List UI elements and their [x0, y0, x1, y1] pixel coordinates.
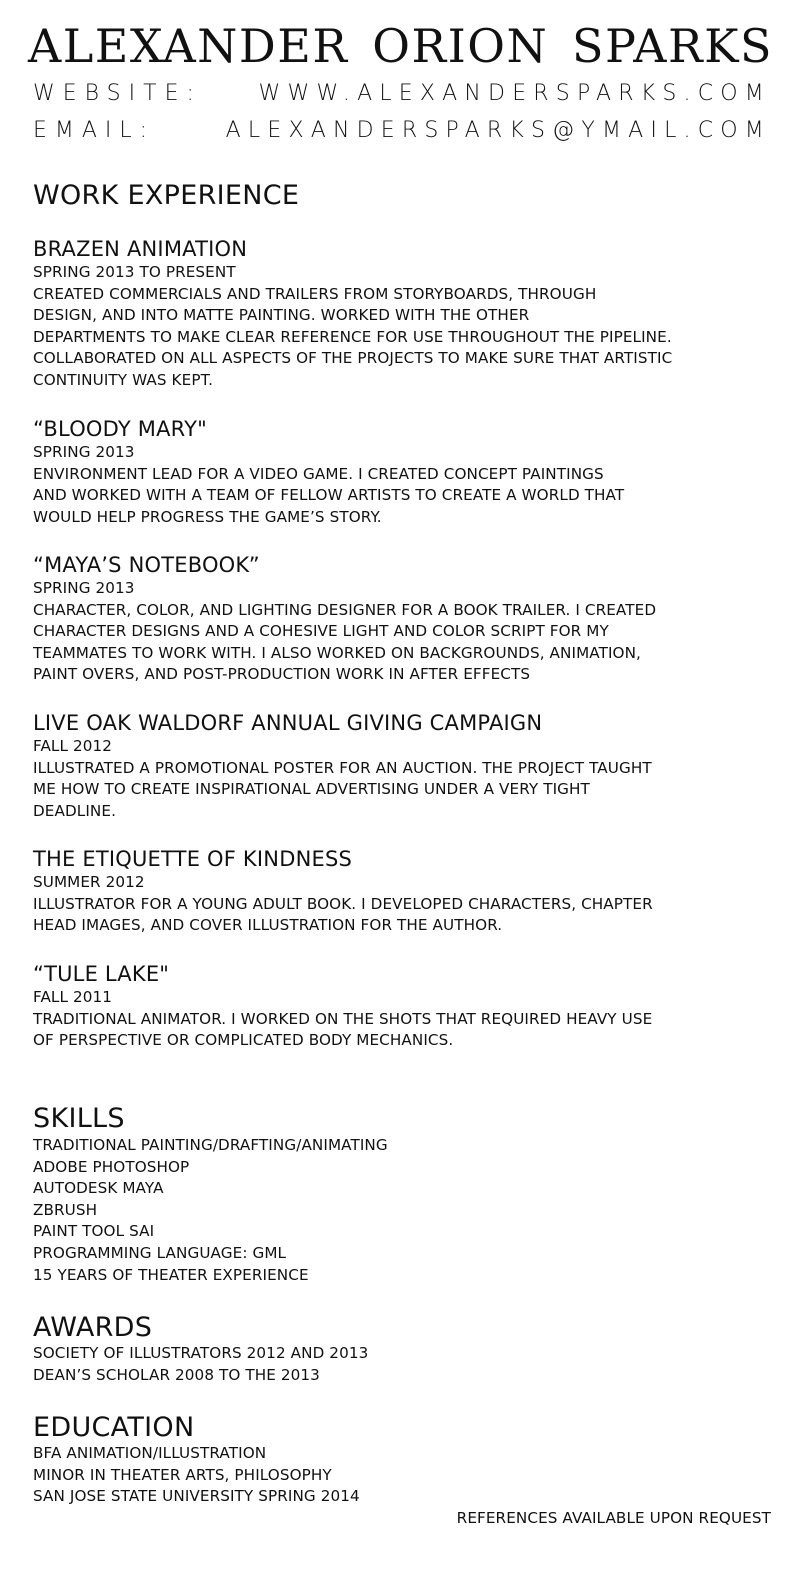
- job-entry: [33, 987, 733, 1052]
- job-date: SPRING 2013: [33, 443, 135, 461]
- job-entry: [33, 578, 733, 686]
- job-entry: [33, 736, 733, 822]
- job-description-line: AND WORKED WITH A TEAM OF FELLOW ARTISTS TO CREATE A WORLD THAT: [33, 486, 625, 505]
- job-description-line: WOULD HELP PROGRESS THE GAME’S STORY.: [33, 507, 382, 526]
- job-title: BRAZEN ANIMATION: [33, 237, 248, 261]
- work-experience-heading: WORK EXPERIENCE: [33, 180, 300, 211]
- job-description-line: DEPARTMENTS TO MAKE CLEAR REFERENCE FOR USE THROUGHOUT THE PIPELINE.: [33, 327, 672, 346]
- email-label: EMAIL:: [33, 118, 156, 143]
- skills-heading: SKILLS: [33, 1103, 125, 1134]
- job-date: SPRING 2013 TO PRESENT: [33, 263, 236, 281]
- job-title: “MAYA’S NOTEBOOK”: [33, 553, 260, 577]
- job-description-line: TRADITIONAL ANIMATOR. I WORKED ON THE SHOTS THAT REQUIRED HEAVY USE: [33, 1009, 653, 1028]
- skill-item: ZBRUSH: [33, 1200, 98, 1219]
- email-line: [33, 117, 771, 145]
- job-description-line: ILLUSTRATED A PROMOTIONAL POSTER FOR AN AUCTION. THE PROJECT TAUGHT: [33, 758, 652, 777]
- education-list: [33, 1443, 733, 1508]
- skills-list: [33, 1135, 733, 1286]
- job-entry: [33, 442, 733, 528]
- award-item: DEAN’S SCHOLAR 2008 TO THE 2013: [33, 1365, 320, 1384]
- job-title: “BLOODY MARY": [33, 417, 207, 441]
- job-description-line: TEAMMATES TO WORK WITH. I ALSO WORKED ON BACKGROUNDS, ANIMATION,: [33, 643, 641, 662]
- skill-item: PROGRAMMING LANGUAGE: GML: [33, 1243, 287, 1262]
- skill-item: ADOBE PHOTOSHOP: [33, 1157, 190, 1176]
- job-description-line: OF PERSPECTIVE OR COMPLICATED BODY MECHANICS.: [33, 1031, 454, 1050]
- awards-heading: AWARDS: [33, 1312, 153, 1343]
- job-description-line: HEAD IMAGES, AND COVER ILLUSTRATION FOR THE AUTHOR.: [33, 916, 503, 935]
- references-note: REFERENCES AVAILABLE UPON REQUEST: [456, 1509, 771, 1527]
- skill-item: AUTODESK MAYA: [33, 1179, 164, 1198]
- website-link[interactable]: WWW.ALEXANDERSPARKS.COM: [258, 81, 771, 106]
- job-entry: [33, 872, 733, 937]
- job-description-line: CREATED COMMERCIALS AND TRAILERS FROM STORYBOARDS, THROUGH: [33, 284, 597, 303]
- job-description-line: ME HOW TO CREATE INSPIRATIONAL ADVERTISING UNDER A VERY TIGHT: [33, 780, 590, 799]
- job-description-line: CHARACTER DESIGNS AND A COHESIVE LIGHT AND COLOR SCRIPT FOR MY: [33, 622, 609, 641]
- job-title: “TULE LAKE": [33, 962, 170, 986]
- job-description-line: CONTINUITY WAS KEPT.: [33, 370, 214, 389]
- skill-item: PAINT TOOL SAI: [33, 1222, 155, 1241]
- job-title: LIVE OAK WALDORF ANNUAL GIVING CAMPAIGN: [33, 711, 543, 735]
- job-description-line: DESIGN, AND INTO MATTE PAINTING. WORKED WITH THE OTHER: [33, 306, 530, 325]
- website-label: WEBSITE:: [33, 81, 202, 106]
- skill-item: TRADITIONAL PAINTING/DRAFTING/ANIMATING: [33, 1136, 388, 1154]
- job-description-line: ILLUSTRATOR FOR A YOUNG ADULT BOOK. I DEVELOPED CHARACTERS, CHAPTER: [33, 894, 653, 913]
- applicant-name: ALEXANDER ORION SPARKS: [28, 19, 773, 73]
- job-date: SUMMER 2012: [33, 873, 145, 891]
- awards-list: [33, 1343, 733, 1386]
- award-item: SOCIETY OF ILLUSTRATORS 2012 AND 2013: [33, 1344, 369, 1362]
- education-heading: EDUCATION: [33, 1412, 195, 1443]
- skill-item: 15 YEARS OF THEATER EXPERIENCE: [33, 1265, 309, 1284]
- website-line: [33, 80, 771, 108]
- job-description-line: DEADLINE.: [33, 801, 116, 820]
- job-date: SPRING 2013: [33, 579, 135, 597]
- education-item: MINOR IN THEATER ARTS, PHILOSOPHY: [33, 1465, 332, 1484]
- job-description-line: ENVIRONMENT LEAD FOR A VIDEO GAME. I CREATED CONCEPT PAINTINGS: [33, 464, 604, 483]
- education-item: BFA ANIMATION/ILLUSTRATION: [33, 1444, 267, 1462]
- job-description-line: COLLABORATED ON ALL ASPECTS OF THE PROJECTS TO MAKE SURE THAT ARTISTIC: [33, 349, 673, 368]
- email-link[interactable]: ALEXANDERSPARKS@YMAIL.COM: [225, 118, 771, 143]
- job-entry: [33, 262, 733, 392]
- job-title: THE ETIQUETTE OF KINDNESS: [33, 847, 353, 871]
- job-date: FALL 2012: [33, 737, 113, 755]
- job-description-line: CHARACTER, COLOR, AND LIGHTING DESIGNER FOR A BOOK TRAILER. I CREATED: [33, 600, 657, 619]
- job-date: FALL 2011: [33, 988, 113, 1006]
- job-description-line: PAINT OVERS, AND POST-PRODUCTION WORK IN AFTER EFFECTS: [33, 665, 531, 684]
- education-item: SAN JOSE STATE UNIVERSITY SPRING 2014: [33, 1487, 360, 1506]
